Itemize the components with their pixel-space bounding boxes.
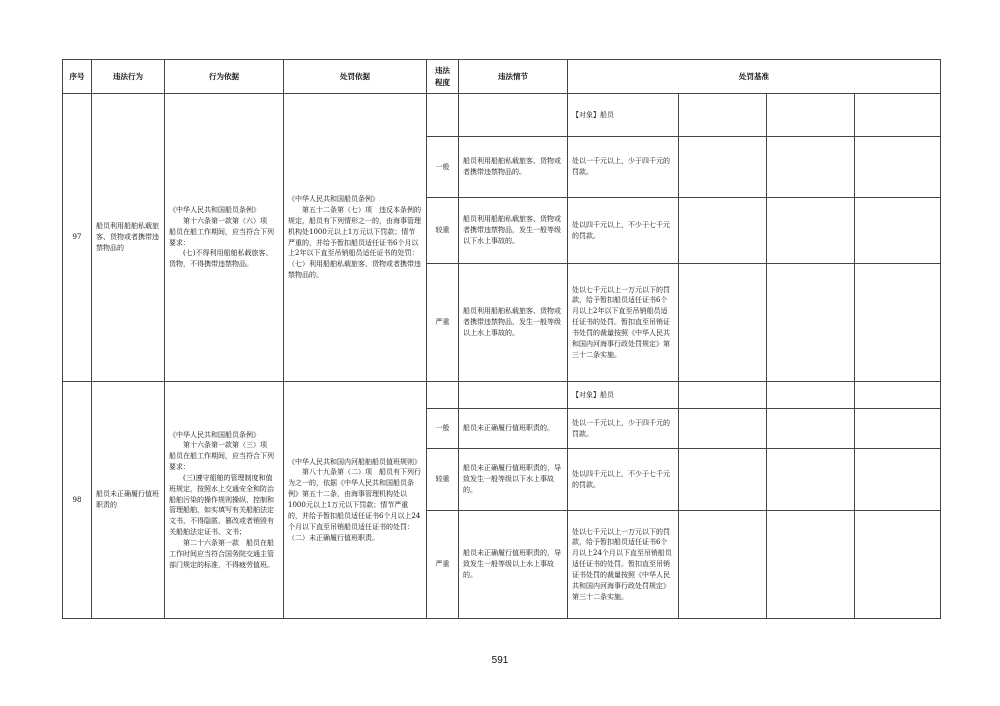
- standard-cell: 处以四千元以上，不少于七千元的罚款。: [568, 449, 679, 511]
- degree-cell: 一般: [427, 137, 459, 198]
- empty-cell: [767, 511, 855, 619]
- circumstance-cell: 船员未正确履行值班职责的。: [459, 409, 568, 449]
- empty-cell: [679, 449, 767, 511]
- standard-cell: 处以四千元以上，不少于七千元的罚款。: [568, 198, 679, 264]
- standard-cell: 处以一千元以上，少于四千元的罚款。: [568, 137, 679, 198]
- row-number: 98: [63, 382, 92, 619]
- degree-cell: 较重: [427, 198, 459, 264]
- standard-cell: 处以七千元以上一万元以下的罚款，给予暂扣船员适任证书6个月以上2年以下直至吊销船员适任证书的处罚。暂扣直至吊销证书处罚的裁量按照《中华人民共和国内河海事行政处罚规定》第三十二条实施。: [568, 264, 679, 382]
- circumstance-cell: 船员利用船舶私载旅客、货物或者携带违禁物品，发生一般等级以下水上事故的。: [459, 198, 568, 264]
- target-cell: 【对象】船员: [568, 94, 679, 137]
- standard-cell: 处以七千元以上一万元以下的罚款，给予暂扣船员适任证书6个月以上24个月以下直至吊销船员适任证书的处罚。暂扣直至吊销证书处罚的裁量按照《中华人民共和国内河海事行政处罚规定》第三十二条实施。: [568, 511, 679, 619]
- header-row: [63, 60, 941, 94]
- behavior-cell: 船员未正确履行值班职责的: [92, 382, 165, 619]
- circumstance-cell: 船员未正确履行值班职责的，导致发生一般等级以下水上事故的。: [459, 449, 568, 511]
- empty-cell: [767, 198, 855, 264]
- header-seq: 序号: [63, 60, 92, 94]
- page-number: 591: [491, 655, 509, 666]
- empty-cell: [767, 382, 855, 409]
- empty-cell: [767, 449, 855, 511]
- empty-cell: [855, 511, 941, 619]
- empty-cell: [855, 409, 941, 449]
- empty-cell: [855, 382, 941, 409]
- empty-cell: [767, 409, 855, 449]
- empty-cell: [459, 382, 568, 409]
- empty-cell: [679, 264, 767, 382]
- empty-cell: [679, 382, 767, 409]
- target-cell: 【对象】船员: [568, 382, 679, 409]
- empty-cell: [679, 137, 767, 198]
- empty-cell: [767, 94, 855, 137]
- degree-cell: 严重: [427, 511, 459, 619]
- penalty-basis-cell: 《中华人民共和国船员条例》 第五十二条第（七）项 违反本条例的规定，船员有下列情形之一的，由海事管理机构处1000元以上1万元以下罚款；情节严重的，并给予暂扣船员适任证书6个月以上2年以下直至吊销船员适任证书的处罚：（七）利用船舶私载旅客、货物或者携带违禁物品的。: [284, 94, 427, 382]
- header-penalty-basis: 处罚依据: [284, 60, 427, 94]
- standard-cell: 处以一千元以上，少于四千元的罚款。: [568, 409, 679, 449]
- empty-cell: [855, 264, 941, 382]
- empty-cell: [679, 198, 767, 264]
- degree-cell: 一般: [427, 409, 459, 449]
- circumstance-cell: 船员利用船舶私载旅客、货物或者携带违禁物品，发生一般等级以上水上事故的。: [459, 264, 568, 382]
- behavior-cell: 船员利用船舶私载旅客、货物或者携带违禁物品的: [92, 94, 165, 382]
- header-standard: 处罚基准: [568, 60, 941, 94]
- empty-cell: [679, 94, 767, 137]
- penalty-basis-cell: 《中华人民共和国内河船舶船员值班规则》 第八十九条第（二）项 船员有下列行为之一的，依据《中华人民共和国船员条例》第五十二条，由海事管理机构处以1000元以上1万元以下罚款；情节严重的，并给予暂扣船员适任证书6个月以上24个月以下直至吊销船员适任证书的处罚：（二）未正确履行值班职责。: [284, 382, 427, 619]
- behavior-basis-cell: 《中华人民共和国船员条例》 第十六条第一款第（三）项 船员在船工作期间，应当符合下列要求： (三)遵守船舶的管理制度和值班规定，按照水上交通安全和防治船舶污染的操作规则操纵、控制和管理船舶，如实填写有关船舶法定文书，不得隐匿、篡改或者销毁有关船舶法定证书、文书； 第二十六条第一款 船员在船工作时间应当符合国务院交通主管部门规定的标准，不得疲劳值班。: [165, 382, 284, 619]
- empty-cell: [427, 94, 459, 137]
- header-behavior-basis: 行为依据: [165, 60, 284, 94]
- table-row: [63, 382, 941, 409]
- header-behavior: 违法行为: [92, 60, 165, 94]
- table-row: [63, 94, 941, 137]
- header-degree: 违法 程度: [427, 60, 459, 94]
- empty-cell: [855, 198, 941, 264]
- degree-cell: 严重: [427, 264, 459, 382]
- circumstance-cell: 船员未正确履行值班职责的，导致发生一般等级以上水上事故的。: [459, 511, 568, 619]
- behavior-basis-cell: 《中华人民共和国船员条例》 第十六条第一款第（六）项 船员在船工作期间，应当符合下列要求： (七)不得利用船舶私载旅客、货物，不得携带违禁物品。: [165, 94, 284, 382]
- empty-cell: [855, 94, 941, 137]
- empty-cell: [855, 137, 941, 198]
- empty-cell: [459, 94, 568, 137]
- empty-cell: [855, 449, 941, 511]
- empty-cell: [679, 409, 767, 449]
- empty-cell: [767, 137, 855, 198]
- circumstance-cell: 船员利用船舶私载旅客、货物或者携带违禁物品的。: [459, 137, 568, 198]
- empty-cell: [767, 264, 855, 382]
- empty-cell: [679, 511, 767, 619]
- degree-cell: 较重: [427, 449, 459, 511]
- header-circumstance: 违法情节: [459, 60, 568, 94]
- regulation-table: [62, 59, 941, 619]
- row-number: 97: [63, 94, 92, 382]
- empty-cell: [427, 382, 459, 409]
